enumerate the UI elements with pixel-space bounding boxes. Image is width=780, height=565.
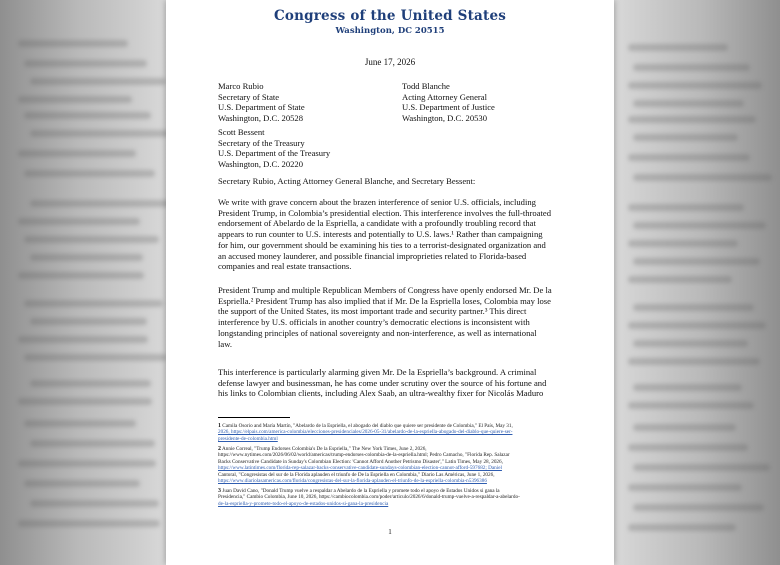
ghost-line	[18, 398, 152, 405]
body-line: law.	[218, 338, 232, 349]
footnote-link[interactable]: https://www.diariolasamericas.com/florida/congresistas-del-sur-la-florida-aplauden-el-triunfo-de-la-espriella-colombia-n5396386	[218, 478, 487, 485]
ghost-line	[30, 380, 151, 387]
recipient-line: Acting Attorney General	[402, 91, 487, 102]
ghost-line	[30, 200, 174, 207]
recipient-line: Marco Rubio	[218, 81, 264, 91]
body-line: an accused money launderer, and possible financial improprieties related to Florida-based	[218, 250, 527, 261]
ghost-line	[633, 174, 772, 181]
footnote-line[interactable]: https://www.nytimes.com/2026/06/02/world/americas/trump-endorses-colombia-de-la-espriella.html; Pedro Camacho, "Florida Rep. Salazar	[218, 452, 510, 459]
recipient-line: Washington, D.C. 20220	[218, 158, 304, 169]
ghost-line	[18, 40, 128, 47]
ghost-line	[633, 100, 744, 107]
ghost-line	[24, 300, 163, 307]
letterhead	[166, 8, 614, 36]
footnote-2	[218, 446, 573, 484]
body-line: President Trump, in Colombia’s presidential election. This interference involves the full-throated	[218, 207, 552, 218]
ghost-line	[628, 116, 756, 123]
footnote-number: 2	[218, 446, 221, 452]
ghost-line	[24, 170, 155, 177]
ghost-line	[633, 134, 738, 141]
footnote-number: 3	[218, 488, 221, 494]
ghost-line	[628, 358, 760, 365]
ghost-line	[18, 218, 140, 225]
ghost-line	[24, 480, 140, 487]
ghost-line	[628, 276, 732, 283]
ghost-line	[628, 240, 738, 247]
ghost-line	[628, 82, 762, 89]
letterhead-title: Congress of the United States	[273, 8, 507, 24]
body-line: for him, our government should be examining his ties to a terrorist-designated organization and	[218, 239, 546, 250]
ghost-line	[18, 272, 144, 279]
body-line: appears to run counter to U.S. interests and potentially to U.S. laws.¹ Rather than campaigning	[218, 229, 543, 240]
ghost-line	[633, 504, 764, 511]
ghost-line	[24, 236, 159, 243]
footnote-line: Cantoral, "Congresistas del sur de la Florida aplauden el triunfo de De la Espriella en Colombia," Diario Las Américas, June 1, 2026,	[218, 471, 495, 478]
ghost-line	[628, 154, 750, 161]
body-line: the support of the United States, its most important trade and security partner.³ This direct	[218, 306, 527, 317]
footnote-link[interactable]: de-la-espriella-y-promete-todo-el-apoyo-de-estados-unidos-si-gana-la-presidencia	[218, 500, 389, 507]
body-line: his links to Colombian clients, including Alex Saab, an ultra-wealthy fixer for Nicolás Maduro	[218, 388, 544, 399]
ghost-line	[628, 44, 728, 51]
recipient-line: U.S. Department of the Treasury	[218, 148, 331, 159]
body-line: longstanding principles of national sovereignty and non-interference, as well as international	[218, 327, 537, 338]
recipient-blanche	[402, 81, 495, 123]
footnote-link[interactable]: presidente-de-colombia.html	[218, 435, 278, 442]
recipient-line: Secretary of State	[218, 91, 280, 102]
footnote-line[interactable]: Presidencia," Cambio Colombia, June 10, 2026, https://cambiocolombia.com/poder/articulo/2026/6/donald-trump-vuelve-a-respaldar-a-abelardo-	[218, 494, 520, 501]
body-line: interference by U.S. officials in another country’s democratic elections is inconsistent with	[218, 317, 530, 328]
body-line: Espriella.² President Trump has also implied that if Mr. De la Espriella loses, Colombia may lose	[218, 295, 551, 306]
ghost-line	[24, 112, 151, 119]
ghost-line	[30, 130, 170, 137]
footnote-link[interactable]: 2026, https://elpais.com/america-colombia/elecciones-presidenciales/2026-05-31/abelardo-de-la-espriella-abogado-del-diablo-que-quiere-ser-	[218, 429, 513, 436]
ghost-line	[18, 150, 136, 157]
ghost-line	[18, 520, 160, 527]
ghost-line	[18, 460, 156, 467]
salutation: Secretary Rubio, Acting Attorney General Blanche, and Secretary Bessent:	[218, 176, 476, 186]
recipient-line: Washington, D.C. 20528	[218, 112, 304, 123]
ghost-line	[18, 336, 148, 343]
footnote-line: Juan David Cano, "Donald Trump vuelve a respaldar a Abelardo de la Espriella y promete todo el apoyo de Estados Unidos si gana la	[222, 488, 500, 494]
ghost-line	[628, 204, 744, 211]
footnote-line: Backs Conservative Candidate in Sunday's Colombian Election: 'Cannot Afford Another Petrismo Disaster'," Latin Times, May 28, 2026,	[218, 458, 503, 465]
recipient-line: U.S. Department of Justice	[402, 102, 495, 113]
ghost-line	[633, 258, 760, 265]
letterhead-city: Washington, DC 20515	[335, 26, 445, 36]
recipient-line: Scott Bessent	[218, 127, 265, 137]
recipient-rubio	[218, 81, 305, 123]
recipient-line: Todd Blanche	[402, 81, 450, 91]
ghost-line	[18, 96, 132, 103]
ghost-line	[633, 384, 742, 391]
body-line: President Trump and multiple Republican Members of Congress have openly endorsed Mr. De la	[218, 285, 552, 295]
ghost-line	[30, 500, 159, 507]
ghost-line	[633, 340, 748, 347]
body-paragraph-3	[218, 367, 573, 399]
footnote-line: Camila Osorio and María Martín, "Abelardo de la Espriella, el abogado del diablo que quiere ser presidente de Colombia," El País, May 31,	[222, 423, 513, 429]
ghost-line	[628, 524, 736, 531]
footnote-1	[218, 423, 573, 442]
body-line: We write with grave concern about the brazen interference of senior U.S. officials, including	[218, 197, 536, 207]
recipient-bessent	[218, 127, 330, 169]
ghost-line	[30, 440, 155, 447]
ghost-line	[633, 222, 766, 229]
letter-page	[166, 0, 614, 565]
body-line: companies and real estate transactions.	[218, 261, 352, 272]
footnote-link[interactable]: https://www.latintimes.com/florida-rep-salazar-backs-conservative-candidate-sundays-colombian-election-cannot-afford-597682; Daniel	[218, 465, 502, 472]
ghost-line	[628, 402, 754, 409]
ghost-line	[633, 64, 750, 71]
ghost-line	[24, 60, 147, 67]
body-line: This interference is particularly alarming given Mr. De la Espriella’s background. A criminal	[218, 367, 537, 377]
recipient-line: U.S. Department of State	[218, 102, 305, 113]
body-line: defense lawyer and businessman, he has come under scrutiny over the source of his fortune and	[218, 377, 547, 388]
footnote-number: 1	[218, 423, 221, 429]
ghost-line	[628, 322, 766, 329]
ghost-line	[30, 78, 166, 85]
letter-date: June 17, 2026	[364, 57, 416, 67]
ghost-line	[628, 484, 742, 491]
ghost-line	[628, 444, 748, 451]
recipient-line: Secretary of the Treasury	[218, 137, 305, 148]
ghost-line	[633, 304, 754, 311]
page-number: 1	[388, 528, 392, 536]
body-line: endorsement of Abelardo de la Espriella, a candidate with a profoundly troubling record that	[218, 218, 536, 229]
body-paragraph-1	[218, 197, 573, 272]
footnote-3	[218, 488, 573, 507]
ghost-line	[24, 420, 136, 427]
footnote-line: Annie Correal, "Trump Endorses Colombia's De la Espriella," The New York Times, June 2, 2026,	[222, 446, 427, 452]
ghost-line	[24, 354, 167, 361]
ghost-line	[30, 318, 147, 325]
ghost-line	[633, 424, 736, 431]
ghost-line	[30, 254, 143, 261]
recipient-line: Washington, D.C. 20530	[402, 112, 488, 123]
footnote-divider	[218, 417, 290, 418]
ghost-line	[633, 464, 770, 471]
body-paragraph-2	[218, 285, 573, 349]
